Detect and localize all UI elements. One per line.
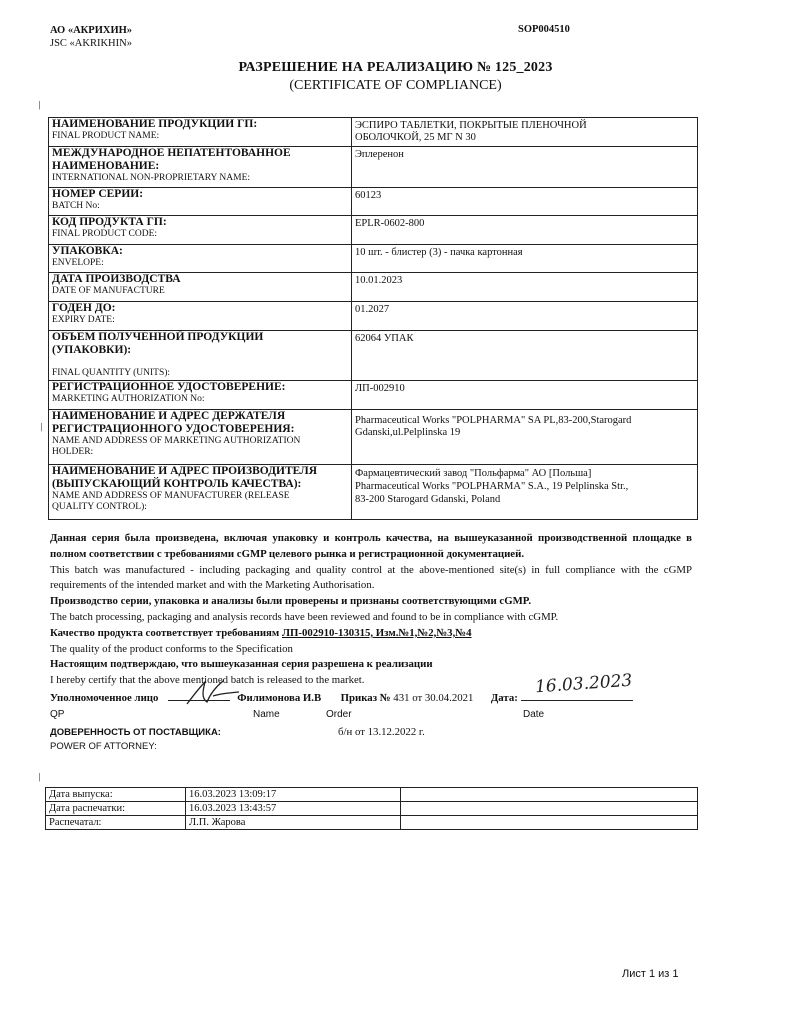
- row-label-cell: [49, 245, 352, 273]
- label-ru: НАИМЕНОВАНИЕ ПРОДУКЦИИ ГП:: [52, 118, 258, 130]
- handwritten-date: 16.03.2023: [534, 670, 633, 698]
- statement-4-en: I hereby certify that the above mentioned batch is released to the market.: [50, 674, 365, 687]
- qp-label: Уполномоченное лицо: [50, 692, 159, 704]
- value-line: Gdanski,ul.Pelplinska 19: [355, 427, 461, 438]
- label-en: FINAL PRODUCT CODE:: [52, 229, 158, 239]
- row-label-cell: [49, 216, 352, 245]
- label-en: FINAL QUANTITY (UNITS):: [52, 368, 171, 378]
- qp-name: Филимонова И.В: [237, 692, 322, 704]
- label-ru: РЕГИСТРАЦИОННОЕ УДОСТОВЕРЕНИЕ:: [52, 381, 286, 393]
- label-ru: ДАТА ПРОИЗВОДСТВА: [52, 273, 181, 285]
- label-ru: НАИМЕНОВАНИЕ И АДРЕС ПРОИЗВОДИТЕЛЯ: [52, 465, 318, 477]
- row-value-cell: [352, 410, 698, 465]
- label-ru: РЕГИСТРАЦИОННОГО УДОСТОВЕРЕНИЯ:: [52, 423, 295, 435]
- value-line: 60123: [355, 190, 382, 201]
- document-title: РАЗРЕШЕНИЕ НА РЕАЛИЗАЦИЮ № 125_2023: [238, 60, 553, 75]
- label-en: FINAL PRODUCT NAME:: [52, 131, 160, 141]
- label-en: QUALITY CONTROL):: [52, 502, 147, 512]
- label-en: INTERNATIONAL NON-PROPRIETARY NAME:: [52, 173, 251, 183]
- table-row: [49, 465, 698, 520]
- label-en: EXPIRY DATE:: [52, 315, 115, 325]
- table-row: [46, 816, 698, 830]
- date-sublabel: Date: [523, 709, 545, 720]
- value-line: Pharmaceutical Works "POLPHARMA" SA PL,83-200,Starogard: [355, 415, 632, 426]
- label-ru: УПАКОВКА:: [52, 245, 123, 257]
- label-ru: ОБЪЕМ ПОЛУЧЕННОЙ ПРОДУКЦИИ: [52, 331, 264, 343]
- row-value-cell: [352, 381, 698, 410]
- table-row: [49, 331, 698, 381]
- print-info-value: Л.П. Жарова: [186, 816, 401, 830]
- document-subtitle: (CERTIFICATE OF COMPLIANCE): [289, 78, 502, 93]
- print-info-label: Дата выпуска:: [46, 788, 186, 802]
- print-info-label: Дата распечатки:: [46, 802, 186, 816]
- value-line: 10.01.2023: [355, 275, 403, 286]
- table-row: [49, 188, 698, 216]
- table-row: [49, 273, 698, 302]
- table-row: [49, 216, 698, 245]
- value-line: Pharmaceutical Works "POLPHARMA" S.A., 19 Pelplinska Str.,: [355, 481, 629, 492]
- statement-3-en: The quality of the product conforms to the Specification: [50, 642, 293, 655]
- label-ru: (ВЫПУСКАЮЩИЙ КОНТРОЛЬ КАЧЕСТВА):: [52, 478, 302, 490]
- power-of-attorney-label-ru: ДОВЕРЕННОСТЬ ОТ ПОСТАВЩИКА:: [50, 727, 221, 738]
- label-ru: НАИМЕНОВАНИЕ:: [52, 160, 160, 172]
- print-info-label: Распечатал:: [46, 816, 186, 830]
- row-value-cell: [352, 331, 698, 381]
- label-ru: КОД ПРОДУКТА ГП:: [52, 216, 167, 228]
- name-sublabel: Name: [253, 709, 280, 720]
- value-line: ОБОЛОЧКОЙ, 25 МГ N 30: [355, 132, 476, 143]
- row-label-cell: [49, 118, 352, 147]
- row-label-cell: [49, 410, 352, 465]
- row-label-cell: [49, 465, 352, 520]
- statement-1-ru: Данная серия была произведена, включая упаковку и контроль качества, на вышеуказанной производственной площадке в полном соответствии с требованиями cGMP целевого рынка и регистрационной документацией.: [50, 532, 692, 560]
- value-line: 01.2027: [355, 304, 390, 315]
- row-label-cell: [49, 147, 352, 188]
- print-info-empty: [401, 802, 698, 816]
- company-name-ru: АО «АКРИХИН»: [50, 25, 133, 36]
- label-en: HOLDER:: [52, 447, 94, 457]
- qp-sublabel: QP: [50, 709, 65, 720]
- row-value-cell: [352, 216, 698, 245]
- value-line: EPLR-0602-800: [355, 218, 425, 229]
- statement-2-ru: Производство серии, упаковка и анализы были проверены и признаны соответствующими cGMP.: [50, 595, 532, 608]
- table-row: [49, 118, 698, 147]
- print-info-empty: [401, 788, 698, 802]
- value-line: 83-200 Starogard Gdanski, Poland: [355, 494, 501, 505]
- label-en: ENVELOPE:: [52, 258, 104, 268]
- page-counter: Лист 1 из 1: [622, 968, 679, 980]
- product-info-table: [48, 117, 698, 520]
- label-en: NAME AND ADDRESS OF MANUFACTURER (RELEASE: [52, 491, 290, 501]
- label-ru: НОМЕР СЕРИИ:: [52, 188, 144, 200]
- power-of-attorney-value: б/н от 13.12.2022 г.: [338, 726, 425, 738]
- label-ru: ГОДЕН ДО:: [52, 302, 116, 314]
- table-row: [49, 302, 698, 331]
- label-en: BATCH No:: [52, 201, 100, 211]
- value-line: Фармацевтический завод "Польфарма" АО [Польша]: [355, 468, 592, 479]
- statement-3-ru: [50, 626, 692, 642]
- row-label-cell: [49, 188, 352, 216]
- company-name-en: JSC «AKRIKHIN»: [50, 38, 132, 49]
- table-row: [49, 381, 698, 410]
- row-value-cell: [352, 118, 698, 147]
- label-en: MARKETING AUTHORIZATION No:: [52, 394, 205, 404]
- statement-4-ru: Настоящим подтверждаю, что вышеуказанная серия разрешена к реализации: [50, 658, 433, 671]
- margin-tick-mark: /: [35, 97, 44, 113]
- table-row: [49, 245, 698, 273]
- table-row: [49, 147, 698, 188]
- statement-1-en: This batch was manufactured - including packaging and quality control at the above-mentioned site(s) in full compliance with the cGMP requirements of the intended market and with the Marketing Authorisation.: [50, 563, 692, 592]
- row-label-cell: [49, 302, 352, 331]
- table-row: [46, 802, 698, 816]
- print-info-empty: [401, 816, 698, 830]
- table-row: [49, 410, 698, 465]
- date-label: Дата:: [490, 692, 518, 704]
- order-value: 431 от 30.04.2021: [393, 692, 474, 704]
- order-label: Приказ №: [340, 692, 391, 704]
- handwritten-signature: [183, 678, 243, 710]
- print-info-value: 16.03.2023 13:43:57: [186, 802, 401, 816]
- label-ru: МЕЖДУНАРОДНОЕ НЕПАТЕНТОВАННОЕ: [52, 147, 291, 159]
- label-ru: НАИМЕНОВАНИЕ И АДРЕС ДЕРЖАТЕЛЯ: [52, 410, 286, 422]
- row-value-cell: [352, 302, 698, 331]
- power-of-attorney-label-en: POWER OF ATTORNEY:: [50, 741, 157, 752]
- row-value-cell: [352, 188, 698, 216]
- compliance-statements: [50, 531, 692, 689]
- value-line: Эплеренон: [355, 149, 404, 160]
- margin-tick-mark: /: [35, 769, 44, 785]
- order-sublabel: Order: [326, 709, 352, 720]
- company-block: [50, 24, 132, 50]
- row-label-cell: [49, 331, 352, 381]
- row-label-cell: [49, 381, 352, 410]
- row-value-cell: [352, 273, 698, 302]
- document-code: SOP004510: [518, 24, 570, 35]
- print-info-value: 16.03.2023 13:09:17: [186, 788, 401, 802]
- label-en: NAME AND ADDRESS OF MARKETING AUTHORIZATION: [52, 436, 301, 446]
- value-line: ЛП-002910: [355, 383, 405, 394]
- statement-2-en: The batch processing, packaging and analysis records have been reviewed and found to be in compliance with cGMP.: [50, 610, 559, 623]
- row-value-cell: [352, 465, 698, 520]
- row-label-cell: [49, 273, 352, 302]
- value-line: 10 шт. - блистер (3) - пачка картонная: [355, 247, 523, 258]
- row-value-cell: [352, 245, 698, 273]
- statement-3-prefix: Качество продукта соответствует требованиям: [50, 626, 282, 639]
- table-row: [46, 788, 698, 802]
- label-ru: (УПАКОВКИ):: [52, 344, 132, 356]
- value-line: 62064 УПАК: [355, 333, 414, 344]
- specification-reference: ЛП-002910-130315, Изм.№1,№2,№3,№4: [281, 626, 472, 639]
- row-value-cell: [352, 147, 698, 188]
- print-info-table: [45, 787, 698, 830]
- margin-tick-mark: /: [37, 419, 46, 435]
- value-line: ЭСПИРО ТАБЛЕТКИ, ПОКРЫТЫЕ ПЛЕНОЧНОЙ: [355, 120, 587, 131]
- label-en: DATE OF MANUFACTURE: [52, 286, 165, 296]
